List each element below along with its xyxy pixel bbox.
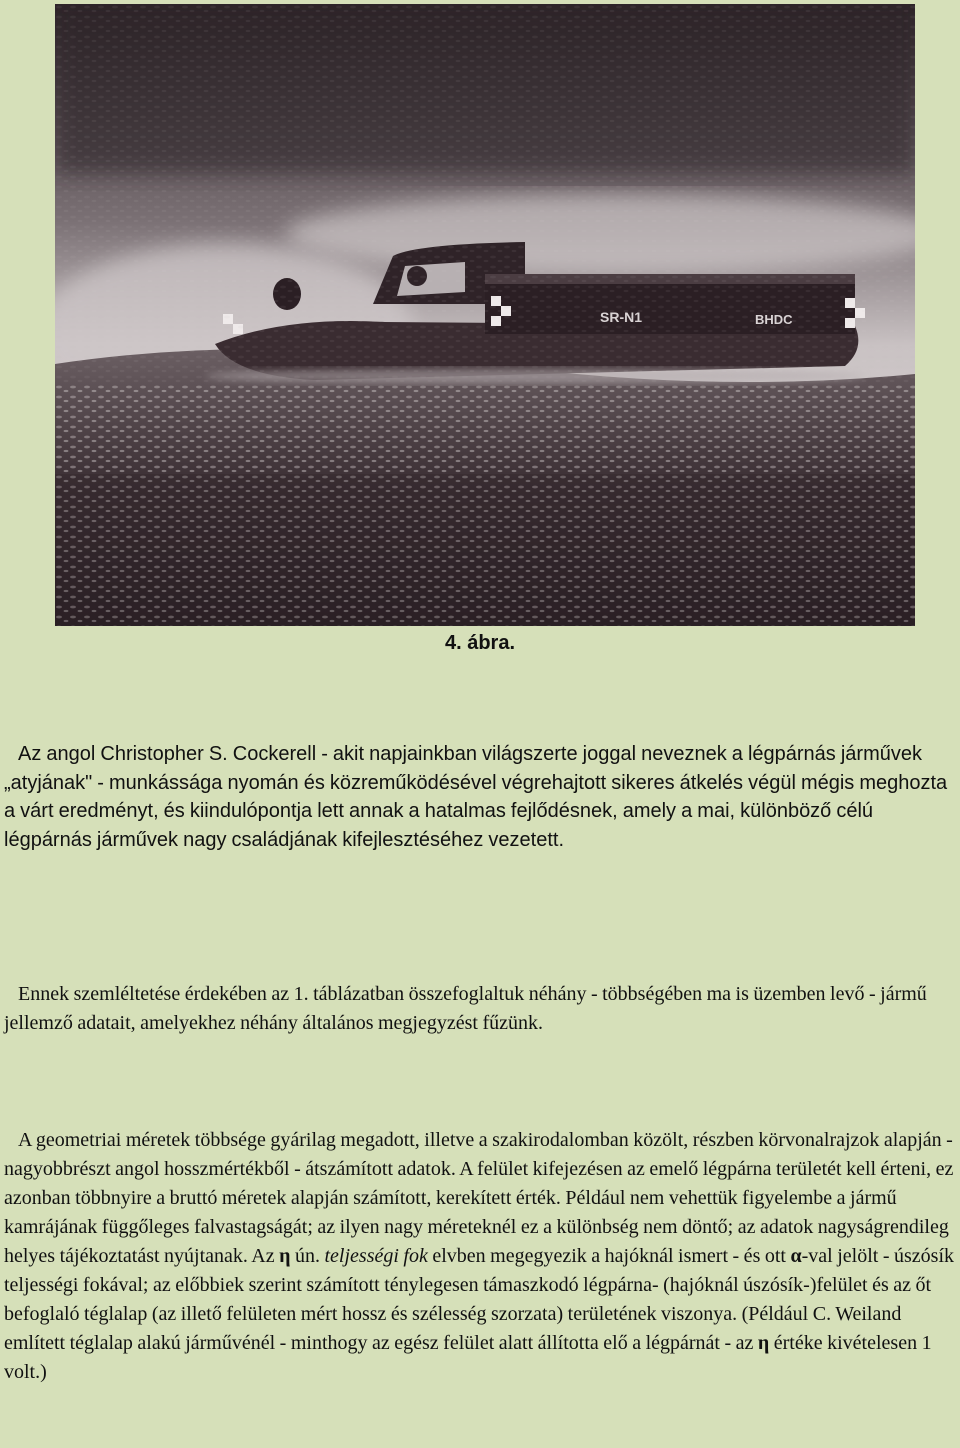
paragraph-table-intro-text: Ennek szemléltetése érdekében az 1. táblázatban összefoglaltuk néhány - többségében ma is üzemben levő - jármű jellemző adatait, amelyekhez néhány általános megjegyzést fűzünk. [4, 983, 927, 1034]
paragraph-geometry-part2: ún. [295, 1245, 320, 1267]
paragraph-geometry-part3: elvben megegyezik a hajóknál ismert - és ott [432, 1245, 786, 1267]
figure-caption: 4. ábra. [444, 632, 516, 654]
eta-symbol: η [279, 1245, 291, 1267]
boat-marking-right: BHDC [755, 312, 793, 327]
paragraph-geometry-part1: A geometriai méretek többsége gyárilag megadott, illetve a szakirodalomban közölt, részben körvonalrajzok alapján - nagyobbrészt angol hosszmértékből - átszámított adatok. A felület kifejezésen az emelő légpárna területét kell érteni, ez azonban többnyire a bruttó méretek alapján számított, kerekített érték. Például nem vehettük figyelembe a jármű kamrájának függőleges falvastagságát; az ilyen nagy méreteknél ez a különbség nem döntő; az adatok nagyságrendileg helyes tájékoztatást nyújtanak. Az [4, 1129, 954, 1267]
paragraph-geometry-part5: értéke kivételesen 1 volt.) [4, 1332, 932, 1383]
hovercraft-photo [55, 4, 915, 626]
paragraph-table-intro [4, 980, 958, 1038]
paragraph-geometry [4, 1126, 958, 1387]
hovercraft-photo-illustration [55, 4, 915, 626]
paragraph-geometry-part4: -val jelölt - úszósík teljességi fokával; az előbbiek szerint számított ténylegesen támaszkodó légpárna- (hajóknál úszósík-)felület és az őt befoglaló téglalap (az illető felületen mért hossz és szélesség szorzata) területének viszonya. (Például C. Weiland említett téglalap alakú járművénél - minthogy az egész felület alatt állította elő a légpárnát - az [4, 1245, 954, 1354]
eta-symbol-2: η [757, 1332, 770, 1354]
paragraph-cockerell [4, 740, 958, 854]
paragraph-cockerell-text: Az angol Christopher S. Cockerell - akit napjainkban világszerte joggal neveznek a légpárnás járművek „atyjának" - munkássága nyomán és közreműködésével végrehajtott sikeres átkelés végül mégis meghozta a várt eredményt, és kiindulópontja lett annak a hatalmas fejlődésnek, amely a mai, különböző célú légpárnás járművek nagy családjának kifejlesztéséhez vezetett. [4, 743, 948, 851]
boat-marking-left: SR-N1 [600, 309, 643, 325]
term-teljessegi-fok: teljességi fok [324, 1245, 428, 1267]
alpha-symbol: α [790, 1245, 802, 1267]
